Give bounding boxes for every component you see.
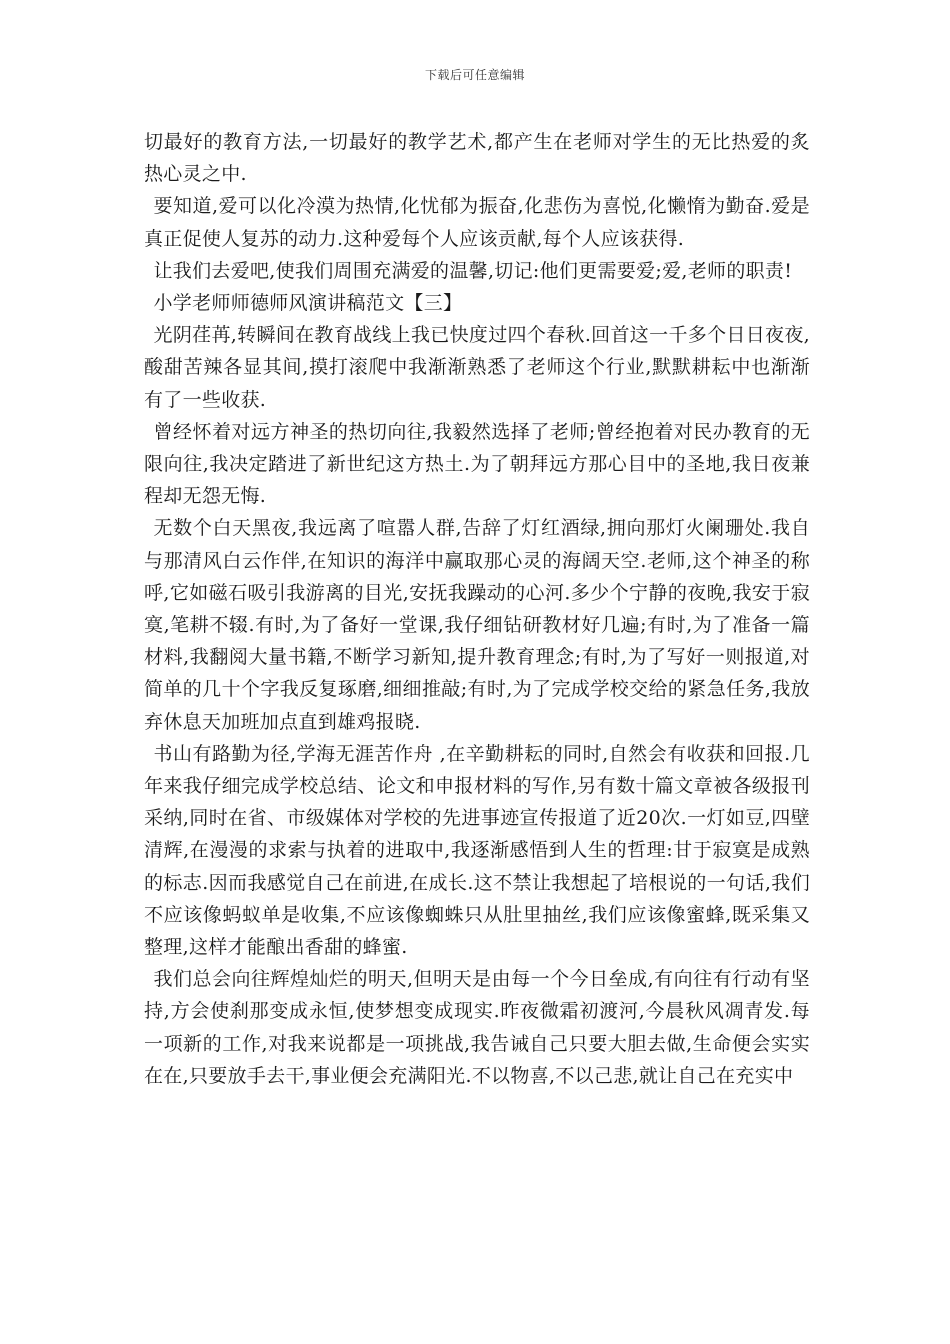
header-note: 下载后可任意编辑 (424, 68, 525, 82)
document-body (144, 126, 810, 1092)
paragraph: 无数个白天黑夜,我远离了喧嚣人群,告辞了灯红酒绿,拥向那灯火阑珊处.我自与那清风白云作伴,在知识的海洋中赢取那心灵的海阔天空.老师,这个神圣的称呼,它如磁石吸引我游离的目光,安抚我躁动的心河.多少个宁静的夜晚,我安于寂寞,笔耕不辍.有时,为了备好一堂课,我仔细钻研教材好几遍;有时,为了准备一篇材料,我翻阅大量书籍,不断学习新知,提升教育理念;有时,为了写好一则报道,对简单的几十个字我反复琢磨,细细推敲;有时,为了完成学校交给的紧急任务,我放弃休息天加班加点直到雄鸡报晓. (144, 517, 810, 733)
paragraph: 书山有路勤为径,学海无涯苦作舟 ,在辛勤耕耘的同时,自然会有收获和回报.几年来我仔细完成学校总结、论文和申报材料的写作,另有数十篇文章被各级报刊采纳,同时在省、市级媒体对学校的先进事迹宣传报道了近20次.一灯如豆,四壁清辉,在漫漫的求索与执着的进取中,我逐渐感悟到人生的哲理:甘于寂寞是成熟的标志.因而我感觉自己在前进,在成长.这不禁让我想起了培根说的一句话,我们不应该像蚂蚁单是收集,不应该像蜘蛛只从肚里抽丝,我们应该像蜜蜂,既采集又整理,这样才能酿出香甜的蜂蜜. (144, 742, 810, 959)
paragraph: 让我们去爱吧,使我们周围充满爱的温馨,切记:他们更需要爱;爱,老师的职责! (153, 259, 793, 282)
paragraph: 曾经怀着对远方神圣的热切向往,我毅然选择了老师;曾经抱着对民办教育的无限向往,我决定踏进了新世纪这方热土.为了朝拜远方那心目中的圣地,我日夜兼程却无怨无悔. (144, 420, 810, 508)
paragraph: 光阴荏苒,转瞬间在教育战线上我已快度过四个春秋.回首这一千多个日日夜夜,酸甜苦辣各显其间,摸打滚爬中我渐渐熟悉了老师这个行业,默默耕耘中也渐渐有了一些收获. (144, 324, 810, 411)
section-heading: 小学老师师德师风演讲稿范文【三】 (153, 292, 463, 315)
paragraph: 要知道,爱可以化冷漠为热情,化忧郁为振奋,化悲伤为喜悦,化懒惰为勤奋.爱是真正促使人复苏的动力.这种爱每个人应该贡献,每个人应该获得. (144, 195, 810, 250)
paragraph: 我们总会向往辉煌灿烂的明天,但明天是由每一个今日垒成,有向往有行动有坚持,方会使刹那变成永恒,使梦想变成现实.昨夜微霜初渡河,今晨秋风凋青发.每一项新的工作,对我来说都是一项挑战,我告诫自己只要大胆去做,生命便会实实在在,只要放手去干,事业便会充满阳光.不以物喜,不以己悲,就让自己在充实中 (144, 968, 810, 1087)
paragraph-continuation: 切最好的教育方法,一切最好的教学艺术,都产生在老师对学生的无比热爱的炙热心灵之中. (144, 131, 810, 186)
